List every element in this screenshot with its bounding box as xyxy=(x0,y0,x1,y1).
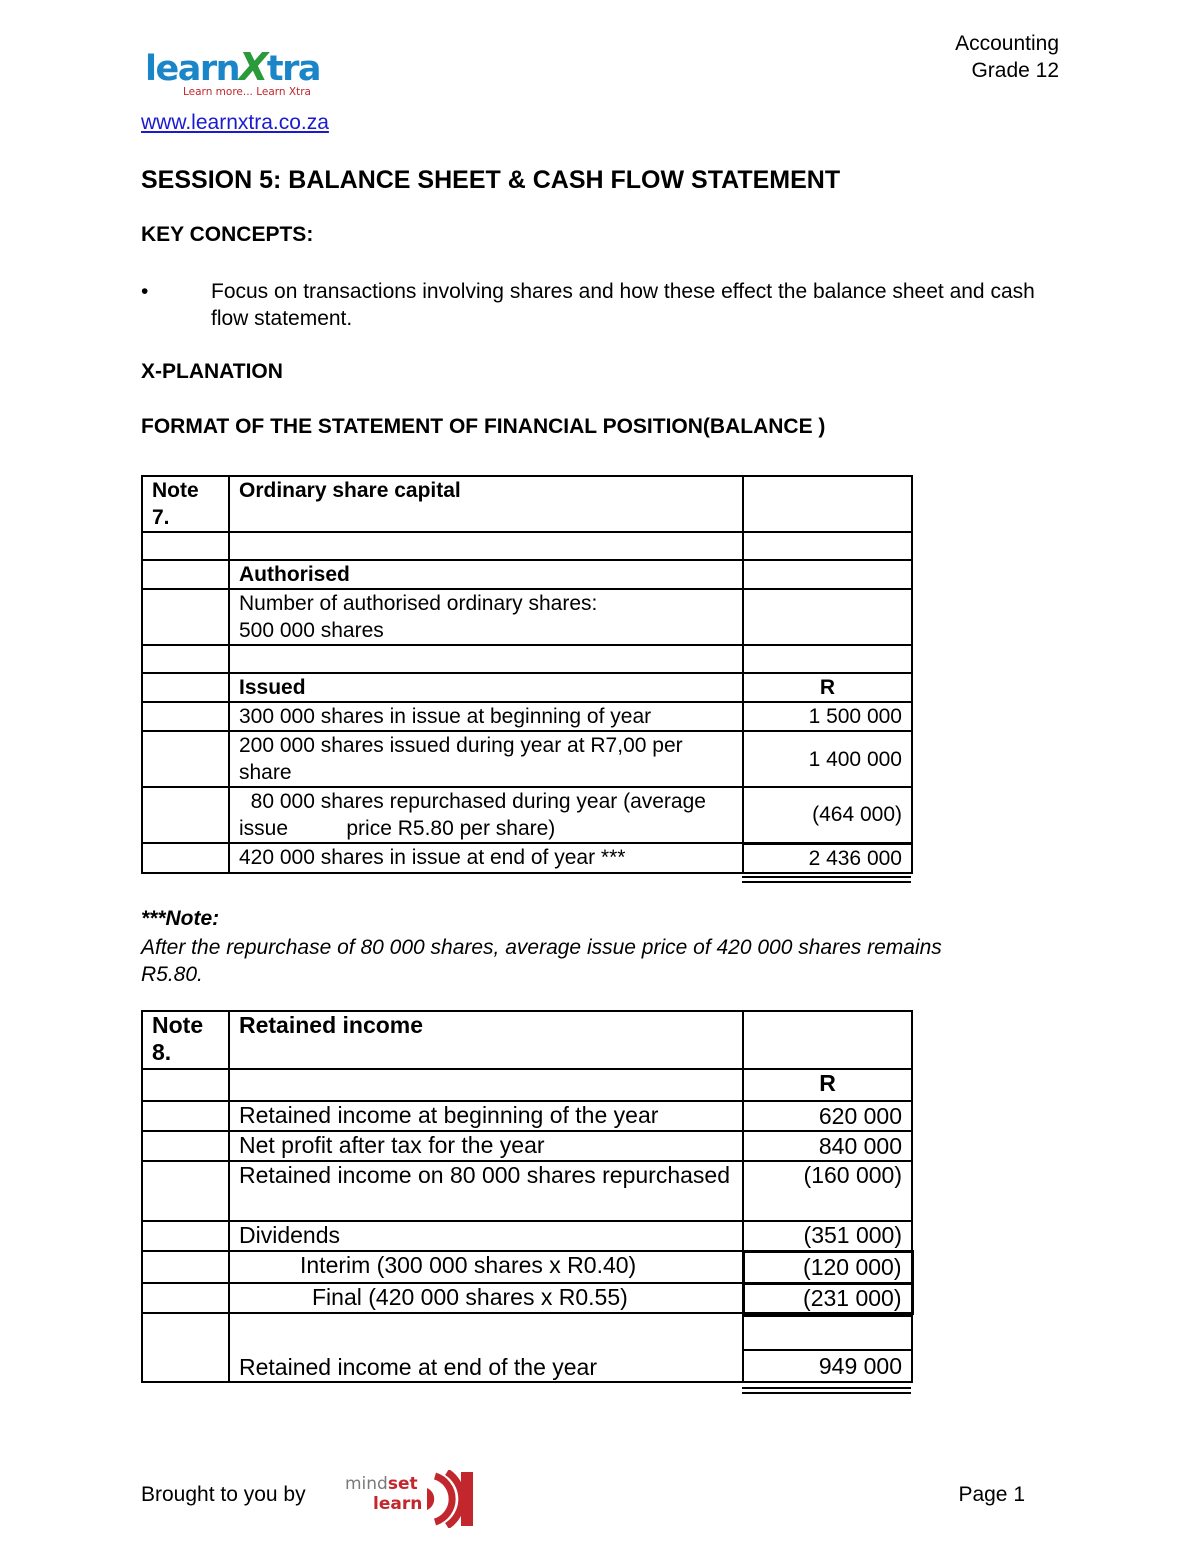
total-amount: 949 000 xyxy=(744,1349,911,1381)
row-desc: Final (420 000 shares x R0.55) xyxy=(229,1283,743,1313)
row-amount: (231 000) xyxy=(743,1283,912,1313)
table-row xyxy=(142,1313,912,1382)
subject-label: Accounting xyxy=(955,32,1059,55)
note-label: Note 8. xyxy=(142,1011,229,1069)
table-row xyxy=(142,476,912,532)
table-row xyxy=(142,1101,912,1131)
mindset-waves-icon xyxy=(423,1470,483,1528)
currency-header: R xyxy=(743,673,912,702)
table-row xyxy=(142,1161,912,1221)
section-label: Issued xyxy=(229,673,743,702)
bullet-icon: • xyxy=(141,280,149,303)
row-desc: 200 000 shares issued during year at R7,00 per share xyxy=(229,731,743,787)
table-row xyxy=(142,645,912,673)
format-heading: FORMAT OF THE STATEMENT OF FINANCIAL POSITION(BALANCE ) xyxy=(141,415,826,438)
row-desc: 420 000 shares in issue at end of year *** xyxy=(229,843,743,873)
row-desc: 80 000 shares repurchased during year (average issue price R5.80 per share) xyxy=(229,787,743,843)
row-amount: (351 000) xyxy=(743,1221,912,1251)
row-desc: Retained income on 80 000 shares repurchased xyxy=(229,1161,743,1221)
table-row xyxy=(142,1221,912,1251)
table-row xyxy=(142,1011,912,1069)
total-amount: 2 436 000 xyxy=(743,843,912,873)
table-row xyxy=(142,1283,912,1313)
row-desc: Net profit after tax for the year xyxy=(229,1131,743,1161)
note8-table xyxy=(141,1010,914,1383)
learnxtra-logo xyxy=(145,45,345,100)
table-row xyxy=(142,731,912,787)
row-amount: (160 000) xyxy=(743,1161,912,1221)
row-amount: (120 000) xyxy=(743,1251,912,1283)
row-amount: 620 000 xyxy=(743,1101,912,1131)
row-desc: 300 000 shares in issue at beginning of year xyxy=(229,702,743,731)
table-row xyxy=(142,560,912,589)
footnote-label: ***Note: xyxy=(141,907,220,930)
logo-tagline: Learn more... Learn Xtra xyxy=(183,86,311,98)
grade-label: Grade 12 xyxy=(971,59,1059,82)
row-desc: Interim (300 000 shares x R0.40) xyxy=(229,1251,743,1283)
table-row xyxy=(142,787,912,843)
page-title: SESSION 5: BALANCE SHEET & CASH FLOW STATEMENT xyxy=(141,166,841,194)
page-number: Page 1 xyxy=(958,1483,1025,1506)
row-desc: Retained income at end of the year xyxy=(229,1313,743,1382)
footer-brought-by: Brought to you by xyxy=(141,1483,306,1506)
table-row xyxy=(142,1069,912,1101)
authorised-text: Number of authorised ordinary shares: 500 000 shares xyxy=(229,589,743,645)
footnote-text: After the repurchase of 80 000 shares, average issue price of 420 000 shares remains R5.80. xyxy=(141,936,942,986)
table-row xyxy=(142,589,912,645)
note-label: Note 7. xyxy=(142,476,229,532)
row-amount: (464 000) xyxy=(743,787,912,843)
row-amount: 1 500 000 xyxy=(743,702,912,731)
double-underline xyxy=(742,881,911,883)
key-concept-item: Focus on transactions involving shares and how these effect the balance sheet and cash flow statement. xyxy=(211,280,1035,330)
header-subject-grade xyxy=(955,30,1059,84)
row-desc: Dividends xyxy=(229,1221,743,1251)
table-title: Retained income xyxy=(229,1011,743,1069)
double-underline xyxy=(742,876,911,878)
currency-header: R xyxy=(743,1069,912,1101)
row-amount: 1 400 000 xyxy=(743,731,912,787)
row-amount: 840 000 xyxy=(743,1131,912,1161)
table-row xyxy=(142,1251,912,1283)
xplanation-heading: X-PLANATION xyxy=(141,360,283,383)
website-link[interactable]: www.learnxtra.co.za xyxy=(141,111,329,134)
double-underline xyxy=(742,1392,911,1394)
key-concepts-heading: KEY CONCEPTS: xyxy=(141,223,314,246)
mindset-learn-logo: mindset learn xyxy=(345,1470,485,1530)
table-title: Ordinary share capital xyxy=(229,476,743,532)
table-row xyxy=(142,532,912,560)
table-row xyxy=(142,673,912,702)
note7-table xyxy=(141,475,913,874)
table-row xyxy=(142,1131,912,1161)
section-label: Authorised xyxy=(229,560,743,589)
logo-wordmark: learnXtra xyxy=(145,45,320,89)
row-desc: Retained income at beginning of the year xyxy=(229,1101,743,1131)
table-row xyxy=(142,843,912,873)
table-row xyxy=(142,702,912,731)
double-underline xyxy=(742,1387,911,1389)
